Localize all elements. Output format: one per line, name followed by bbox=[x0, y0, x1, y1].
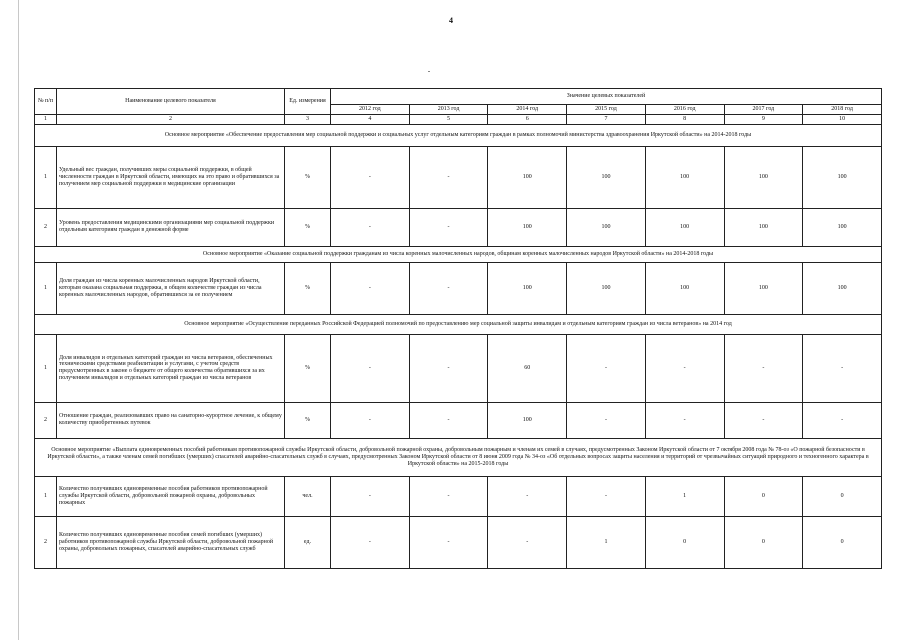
value-cell: - bbox=[409, 146, 488, 208]
header-year: 2018 год bbox=[803, 105, 882, 115]
page-number: 4 bbox=[449, 16, 453, 25]
header-unit: Ед. измерения bbox=[285, 89, 331, 115]
header-column-number: 9 bbox=[724, 114, 803, 124]
header-column-number: 10 bbox=[803, 114, 882, 124]
table-row bbox=[35, 516, 882, 568]
header-column-number: 8 bbox=[645, 114, 724, 124]
value-cell: - bbox=[331, 334, 410, 402]
value-cell: - bbox=[645, 334, 724, 402]
row-number: 2 bbox=[35, 402, 57, 438]
header-year: 2014 год bbox=[488, 105, 567, 115]
indicator-name: Уровень предоставления медицинскими организациями мер социальной поддержки отдельным категориям граждан в денежной форме bbox=[57, 208, 285, 246]
value-cell: - bbox=[409, 476, 488, 516]
value-cell: 100 bbox=[724, 262, 803, 314]
unit-cell: чел. bbox=[285, 476, 331, 516]
section-header-row bbox=[35, 314, 882, 334]
unit-cell: ед. bbox=[285, 516, 331, 568]
section-header-row bbox=[35, 124, 882, 146]
header-column-number: 2 bbox=[57, 114, 285, 124]
value-cell: 100 bbox=[803, 262, 882, 314]
row-number: 1 bbox=[35, 262, 57, 314]
row-number: 1 bbox=[35, 146, 57, 208]
value-cell: 100 bbox=[645, 146, 724, 208]
unit-cell: % bbox=[285, 146, 331, 208]
header-year: 2013 год bbox=[409, 105, 488, 115]
value-cell: - bbox=[724, 402, 803, 438]
value-cell: - bbox=[724, 334, 803, 402]
value-cell: - bbox=[331, 262, 410, 314]
header-column-number: 1 bbox=[35, 114, 57, 124]
scan-speck bbox=[428, 71, 430, 72]
header-column-number: 5 bbox=[409, 114, 488, 124]
row-number: 1 bbox=[35, 334, 57, 402]
value-cell: 100 bbox=[488, 262, 567, 314]
value-cell: - bbox=[409, 208, 488, 246]
value-cell: 100 bbox=[488, 146, 567, 208]
value-cell: - bbox=[803, 334, 882, 402]
section-header-row bbox=[35, 246, 882, 262]
unit-cell: % bbox=[285, 262, 331, 314]
value-cell: 100 bbox=[567, 262, 646, 314]
value-cell: 100 bbox=[645, 262, 724, 314]
header-year: 2016 год bbox=[645, 105, 724, 115]
indicator-name: Доля граждан из числа коренных малочисленных народов Иркутской области, которым оказана социальная поддержка, в общем количестве граждан из числа коренных малочисленных народов, обратившихся за ее получением bbox=[57, 262, 285, 314]
section-title: Основное мероприятие «Выплата единовременных пособий работникам противопожарной службы Иркутской области, добровольной пожарной охраны, добровольным пожарным и членам их семей в случаях, предусмотренных Законом Иркутской области от 7 октября 2008 года № 78-оз «О пожарной безопасности в Иркутской области», а также членам семей погибших (умерших) спасателей аварийно-спасательных служб в случаях, предусмотренных Законом Иркутской области от 8 июня 2009 года № 34-оз «Об отдельных вопросах защиты населения и территорий от чрезвычайных ситуаций природного и техногенного характера в Иркутской области» на 2015-2018 годы bbox=[35, 438, 882, 476]
value-cell: - bbox=[645, 402, 724, 438]
value-cell: - bbox=[567, 334, 646, 402]
value-cell: - bbox=[488, 516, 567, 568]
indicator-name: Количество получивших единовременные пособия работников противопожарной службы Иркутской области, добровольной пожарной охраны, добровольных пожарных bbox=[57, 476, 285, 516]
unit-cell: % bbox=[285, 402, 331, 438]
value-cell: 100 bbox=[724, 146, 803, 208]
table-row bbox=[35, 402, 882, 438]
header-year: 2012 год bbox=[331, 105, 410, 115]
value-cell: 100 bbox=[803, 208, 882, 246]
row-number: 1 bbox=[35, 476, 57, 516]
value-cell: - bbox=[409, 334, 488, 402]
value-cell: 0 bbox=[803, 476, 882, 516]
unit-cell: % bbox=[285, 208, 331, 246]
value-cell: - bbox=[331, 402, 410, 438]
value-cell: - bbox=[331, 476, 410, 516]
value-cell: 100 bbox=[645, 208, 724, 246]
table-row bbox=[35, 208, 882, 246]
value-cell: 100 bbox=[803, 146, 882, 208]
value-cell: 1 bbox=[645, 476, 724, 516]
value-cell: - bbox=[803, 402, 882, 438]
table-row bbox=[35, 334, 882, 402]
value-cell: - bbox=[488, 476, 567, 516]
indicator-name: Отношение граждан, реализовавших право на санаторно-курортное лечение, к общему количеству приобретенных путевок bbox=[57, 402, 285, 438]
table-row bbox=[35, 146, 882, 208]
value-cell: 0 bbox=[645, 516, 724, 568]
value-cell: - bbox=[331, 208, 410, 246]
header-year: 2017 год bbox=[724, 105, 803, 115]
section-header-row bbox=[35, 438, 882, 476]
value-cell: 100 bbox=[567, 208, 646, 246]
header-year: 2015 год bbox=[567, 105, 646, 115]
header-column-number: 4 bbox=[331, 114, 410, 124]
header-num: № п/п bbox=[35, 89, 57, 115]
header-column-number: 6 bbox=[488, 114, 567, 124]
header-column-number: 7 bbox=[567, 114, 646, 124]
section-title: Основное мероприятие «Оказание социальной поддержки гражданам из числа коренных малочисленных народов, общинам коренных малочисленных народов Иркутской области» на 2014-2018 годы bbox=[35, 246, 882, 262]
value-cell: 1 bbox=[567, 516, 646, 568]
header-column-number: 3 bbox=[285, 114, 331, 124]
value-cell: - bbox=[567, 476, 646, 516]
table-row bbox=[35, 476, 882, 516]
value-cell: 0 bbox=[803, 516, 882, 568]
value-cell: - bbox=[409, 516, 488, 568]
value-cell: - bbox=[331, 146, 410, 208]
value-cell: 100 bbox=[488, 208, 567, 246]
row-number: 2 bbox=[35, 516, 57, 568]
value-cell: 100 bbox=[567, 146, 646, 208]
value-cell: - bbox=[409, 262, 488, 314]
header-values: Значение целевых показателей bbox=[331, 89, 882, 105]
value-cell: - bbox=[331, 516, 410, 568]
value-cell: - bbox=[409, 402, 488, 438]
table-row bbox=[35, 262, 882, 314]
unit-cell: % bbox=[285, 334, 331, 402]
row-number: 2 bbox=[35, 208, 57, 246]
value-cell: 0 bbox=[724, 476, 803, 516]
value-cell: 60 bbox=[488, 334, 567, 402]
indicator-name: Количество получивших единовременные пособия семей погибших (умерших) работников противопожарной службы Иркутской области, добровольной пожарной охраны, добровольных пожарных, спасателей аварийно-спасательных служб bbox=[57, 516, 285, 568]
value-cell: - bbox=[567, 402, 646, 438]
value-cell: 100 bbox=[724, 208, 803, 246]
page-edge-line bbox=[18, 0, 19, 640]
header-name: Наименование целевого показателя bbox=[57, 89, 285, 115]
indicator-name: Удельный вес граждан, получивших меры социальной поддержки, в общей численности граждан в Иркутской области, имеющих на это право и обратившихся за получением мер социальной поддержки в медицинские организации bbox=[57, 146, 285, 208]
indicators-table bbox=[34, 88, 882, 569]
indicator-name: Доля инвалидов и отдельных категорий граждан из числа ветеранов, обеспеченных техническими средствами реабилитации и услугами, с учетом средств предусмотренных в законе о бюджете от общего количества обратившихся за их получением инвалидов и отдельных категорий граждан из числа ветеранов bbox=[57, 334, 285, 402]
value-cell: 100 bbox=[488, 402, 567, 438]
value-cell: 0 bbox=[724, 516, 803, 568]
section-title: Основное мероприятие «Обеспечение предоставления мер социальной поддержки и социальных услуг отдельным категориям граждан в рамках полномочий министерства здравоохранения Иркутской области» на 2014-2018 годы bbox=[35, 124, 882, 146]
section-title: Основное мероприятие «Осуществление переданных Российской Федерацией полномочий по предоставлению мер социальной защиты инвалидам и отдельным категориям граждан из числа ветеранов» на 2014 год bbox=[35, 314, 882, 334]
